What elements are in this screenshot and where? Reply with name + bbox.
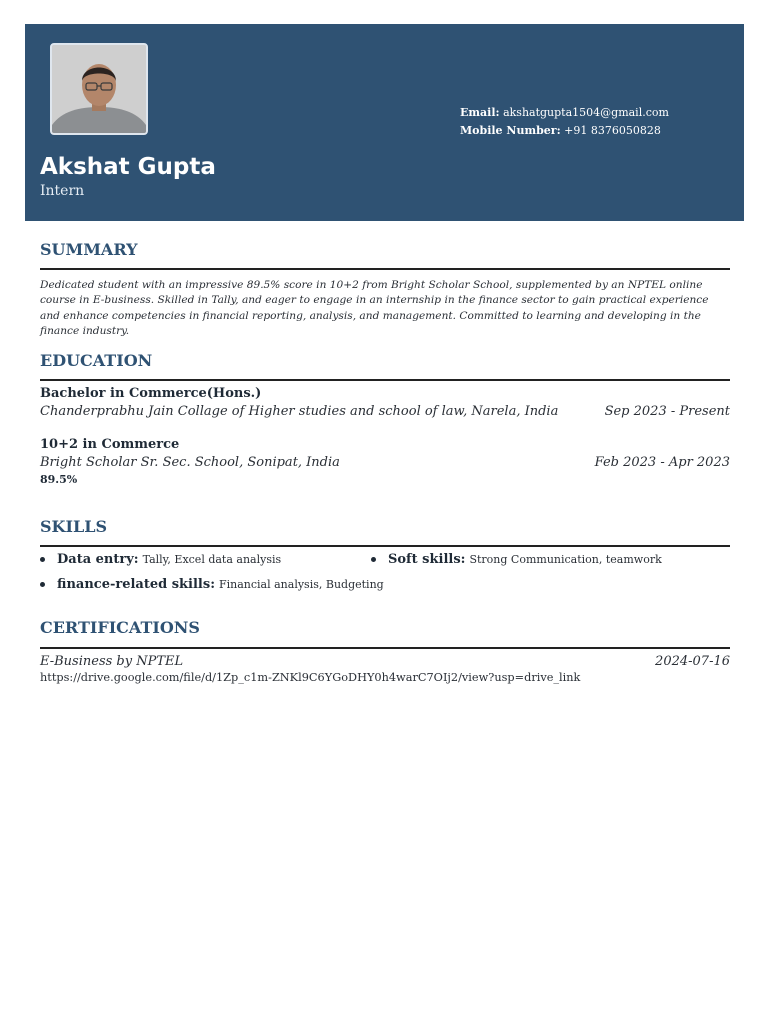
summary-divider [40,268,730,270]
skill-value: Strong Communication, teamwork [469,553,662,566]
certifications-heading: CERTIFICATIONS [40,618,200,637]
education-degree: Bachelor in Commerce(Hons.) [40,386,262,401]
certification-link[interactable]: https://drive.google.com/file/d/1Zp_c1m-ZNKl9C6YGoDHY0h4warC7OIj2/view?usp=drive_link [40,671,581,684]
email-label: Email: [460,106,500,119]
certification-date: 2024-07-16 [655,654,730,669]
contact-info [460,104,669,140]
skill-item [40,577,384,592]
mobile-row [460,122,669,140]
skill-name: Soft skills: [388,552,466,567]
education-divider [40,379,730,381]
email-value[interactable]: akshatgupta1504@gmail.com [503,106,669,119]
skill-value: Financial analysis, Budgeting [219,578,384,591]
mobile-label: Mobile Number: [460,124,561,137]
education-institution: Bright Scholar Sr. Sec. School, Sonipat, India [40,455,340,470]
skill-item [371,552,662,567]
education-score: 89.5% [40,473,78,486]
skill-value: Tally, Excel data analysis [142,553,282,566]
skills-divider [40,545,730,547]
education-institution: Chanderprabhu Jain Collage of Higher studies and school of law, Narela, India [40,404,559,419]
mobile-value: +91 8376050828 [564,124,661,137]
summary-text: Dedicated student with an impressive 89.5% score in 10+2 from Bright Scholar School, supplemented by an NPTEL online course in E-business. Skilled in Tally, and eager to engage in an internship in the finance sector to gain practical experience and enhance competencies in financial reporting, analysis, and management. Committed to learning and developing in the finance industry. [40,279,709,337]
education-dates: Feb 2023 - Apr 2023 [594,455,730,470]
skills-heading: SKILLS [40,517,107,536]
bullet-icon [40,557,45,562]
avatar-image [52,45,146,133]
skill-item [40,552,281,567]
summary-heading: SUMMARY [40,240,138,259]
education-degree: 10+2 in Commerce [40,437,180,452]
certification-name: E-Business by NPTEL [40,654,184,669]
education-dates: Sep 2023 - Present [604,404,730,419]
profile-photo [50,43,148,135]
bullet-icon [371,557,376,562]
education-heading: EDUCATION [40,351,153,370]
bullet-icon [40,582,45,587]
skill-name: finance-related skills: [57,577,215,592]
resume-header [25,24,744,221]
skill-name: Data entry: [57,552,139,567]
certifications-divider [40,647,730,649]
candidate-name: Akshat Gupta [40,154,216,180]
email-row [460,104,669,122]
candidate-role: Intern [40,183,85,199]
